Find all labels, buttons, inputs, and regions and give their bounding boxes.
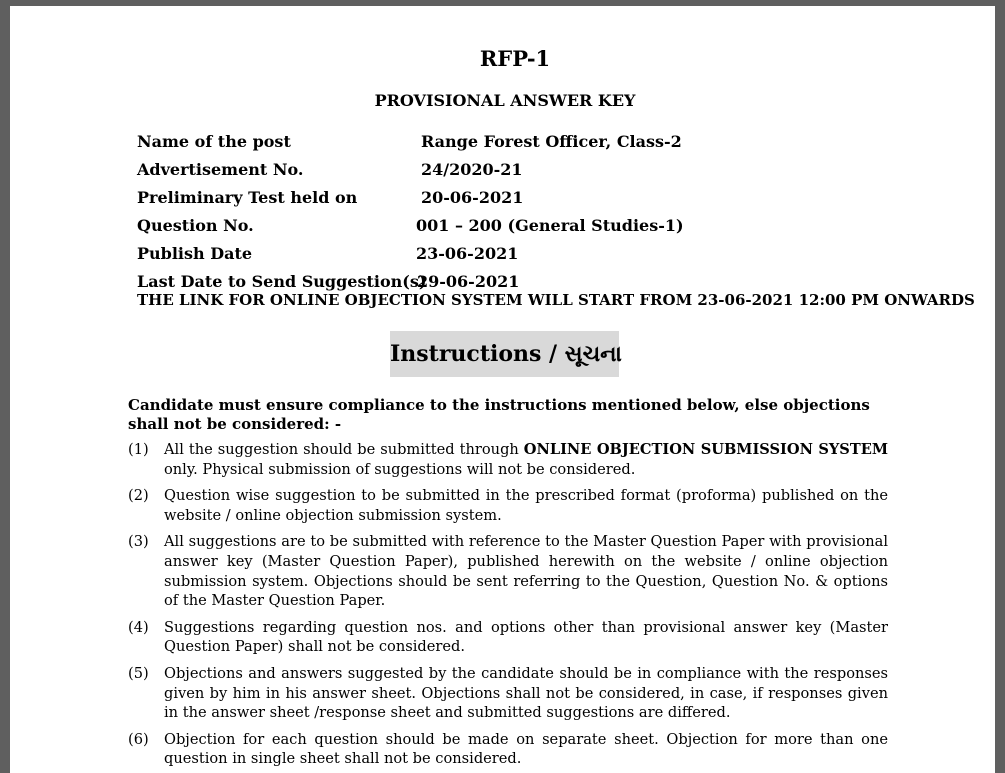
link-notice: THE LINK FOR ONLINE OBJECTION SYSTEM WILL START FROM 23-06-2021 12:00 PM ONWARDS xyxy=(137,291,975,309)
info-value: Range Forest Officer, Class-2 xyxy=(421,132,682,151)
item-number: (1) xyxy=(128,441,149,458)
item-number: (4) xyxy=(128,618,149,636)
info-value: 24/2020-21 xyxy=(421,160,523,179)
info-row xyxy=(137,212,995,240)
document-subtitle: PROVISIONAL ANSWER KEY xyxy=(374,91,636,110)
item-text: Suggestions regarding question nos. and options other than provisional answer key (Master Question Paper) shall not be considered. xyxy=(164,618,888,656)
instructions-heading: Instructions / સૂચના xyxy=(390,331,619,377)
item-number: (5) xyxy=(128,664,149,682)
info-label: Advertisement No. xyxy=(137,160,304,179)
info-row xyxy=(137,156,995,184)
info-label: Publish Date xyxy=(137,244,253,263)
instructions-list xyxy=(128,440,888,773)
post-info-block xyxy=(137,128,995,296)
instructions-intro: Candidate must ensure compliance to the instructions mentioned below, else objections shall not be considered: - xyxy=(128,396,870,433)
document-page xyxy=(10,6,995,773)
item-text: All suggestions are to be submitted with reference to the Master Question Paper with provisional answer key (Master Question Paper), published herewith on the website / online objection submission system. Objections should be sent referring to the Question, Question No. & options of the Master Question Paper. xyxy=(164,533,888,610)
item-text-bold: ONLINE OBJECTION SUBMISSION SYSTEM xyxy=(523,441,888,458)
info-label: Last Date to Send Suggestion(s) xyxy=(137,272,427,291)
item-text: All the suggestion should be submitted through xyxy=(164,441,524,458)
list-item xyxy=(128,664,888,723)
item-text: only. Physical submission of suggestions will not be considered. xyxy=(164,460,636,478)
info-row xyxy=(137,128,995,156)
info-value: 001 – 200 (General Studies-1) xyxy=(416,216,684,235)
list-item xyxy=(128,618,888,657)
list-item xyxy=(128,440,888,479)
item-number: (3) xyxy=(128,533,149,551)
info-label: Preliminary Test held on xyxy=(137,188,358,207)
item-number: (2) xyxy=(128,487,149,505)
item-text: Objection for each question should be made on separate sheet. Objection for more than one question in single sheet shall not be considered. xyxy=(164,730,888,768)
document-title: RFP-1 xyxy=(479,46,551,71)
info-value: 20-06-2021 xyxy=(421,188,524,207)
info-row xyxy=(137,184,995,212)
list-item xyxy=(128,532,888,610)
list-item xyxy=(128,730,888,769)
info-value: 23-06-2021 xyxy=(416,244,519,263)
item-text: Objections and answers suggested by the candidate should be in compliance with the responses given by him in his answer sheet. Objections shall not be considered, in case, if responses given in the answer sheet /response sheet and submitted suggestions are differed. xyxy=(164,664,888,722)
item-text: Question wise suggestion to be submitted in the prescribed format (proforma) published on the website / online objection submission system. xyxy=(164,487,888,524)
info-label: Name of the post xyxy=(137,132,291,151)
info-row xyxy=(137,240,995,268)
info-label: Question No. xyxy=(137,216,254,235)
item-number: (6) xyxy=(128,730,149,748)
list-item xyxy=(128,486,888,525)
info-value: 29-06-2021 xyxy=(417,272,520,291)
